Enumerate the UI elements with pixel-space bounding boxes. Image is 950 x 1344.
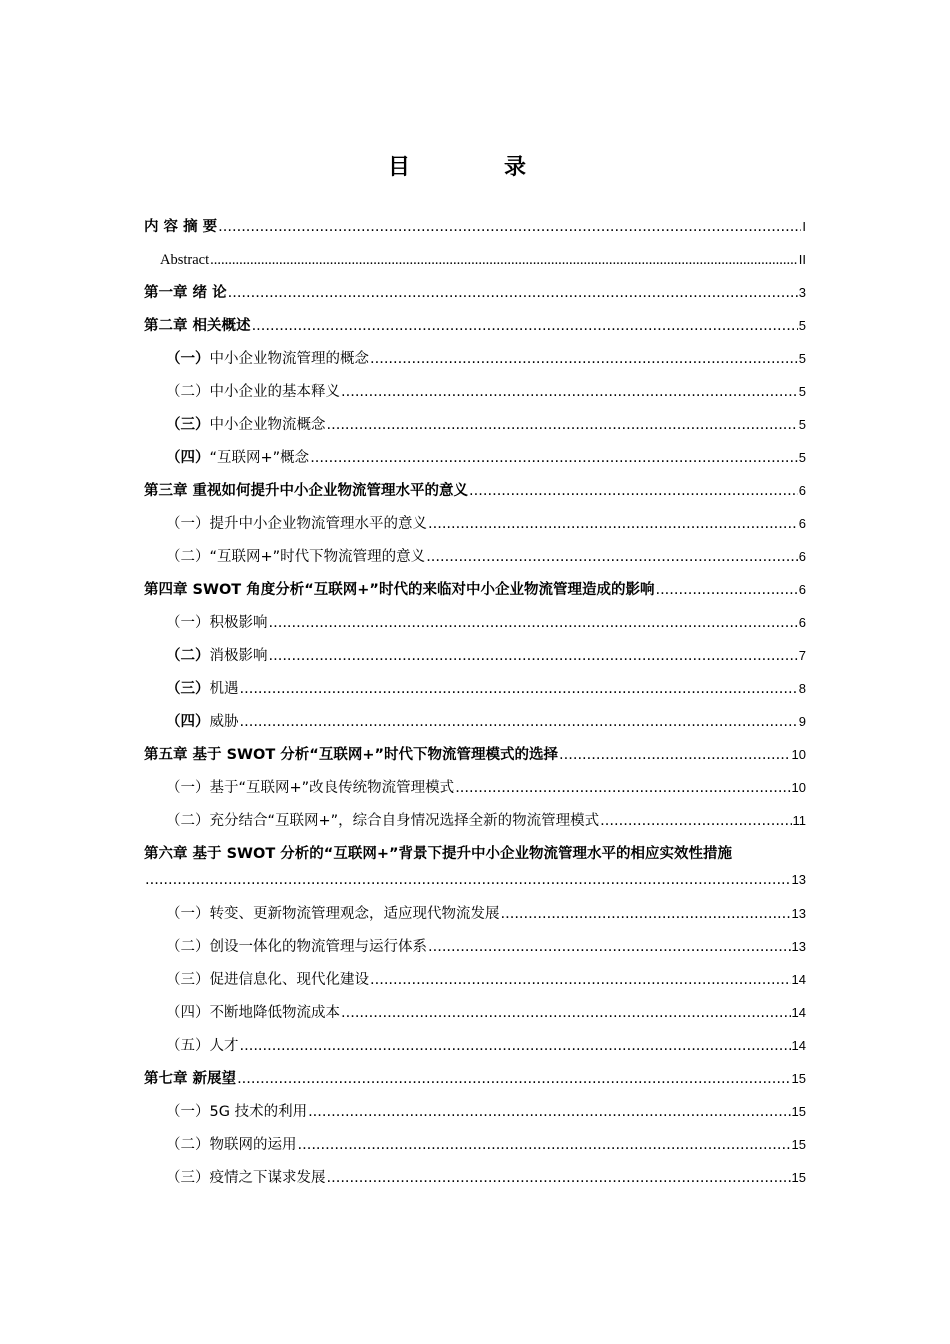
toc-leader-dots [327,409,798,442]
toc-entry-section[interactable] [144,1095,806,1128]
toc-entry-text: 疫情之下谋求发展 [209,1170,326,1186]
toc-entry-text: 基于“互联网+”改良传统物流管理模式 [209,780,455,796]
toc-entry-section[interactable] [144,963,806,996]
toc-leader-dots [428,508,798,541]
toc-leader-dots [240,673,798,706]
toc-entry-text: “互联网+”概念 [209,450,310,466]
toc-entry-section[interactable] [144,1128,806,1161]
toc-entry-text: 充分结合“互联网+”，综合自身情况选择全新的物流管理模式 [209,813,600,829]
toc-leader-dots [370,343,798,376]
toc-leader-dots [240,706,798,739]
toc-entry-text: 中小企业物流管理的概念 [209,351,369,367]
toc-page-number: 13 [791,872,806,887]
toc-leader-dots [308,1096,790,1129]
toc-entry-text: 人才 [209,1038,239,1054]
toc-entry-text: 创设一体化的物流管理与运行体系 [209,939,427,955]
toc-leader-dots [298,1129,791,1162]
toc-entry-text: 积极影响 [209,615,268,631]
toc-section-number: （一） [166,1104,210,1120]
table-of-contents [144,210,806,1194]
toc-section-number: （一） [166,906,210,922]
toc-leader-dots [501,898,791,931]
toc-page-number: 15 [791,1170,806,1185]
toc-section-number: （一） [166,351,210,367]
toc-section-number: （一） [166,615,210,631]
toc-page-number: 5 [798,351,806,366]
toc-page-number: 5 [798,384,806,399]
toc-section-number: （一） [166,780,210,796]
toc-page-number: 7 [798,648,806,663]
toc-entry-section[interactable] [144,375,806,408]
toc-section-number: （四） [166,1005,210,1021]
toc-entry-section[interactable] [144,804,806,837]
toc-page-number: I [802,219,806,234]
toc-leader-dots [145,867,791,893]
toc-page-number: 6 [798,549,806,564]
toc-leader-dots [310,442,798,475]
toc-entry-section[interactable] [144,705,806,738]
toc-leader-dots [655,574,797,607]
toc-section-number: （五） [166,1038,210,1054]
toc-entry-text: 第七章 新展望 [144,1071,237,1087]
toc-leader-dots [341,376,798,409]
toc-entry-text: Abstract [160,252,210,268]
toc-entry-section[interactable] [144,996,806,1029]
toc-page-number: 15 [791,1104,806,1119]
toc-entry-text: 第五章 基于 SWOT 分析“互联网+”时代下物流管理模式的选择 [144,747,559,763]
toc-leader-dots [327,1162,791,1195]
toc-leader-dots [252,310,798,343]
toc-entry-text: 物联网的运用 [209,1137,297,1153]
toc-section-number: （三） [166,1170,210,1186]
toc-section-number: （三） [166,972,210,988]
toc-leader-dots [370,964,791,997]
toc-entry-chapter-6[interactable] [144,841,806,867]
toc-entry-text: 5G 技术的利用 [209,1104,308,1120]
toc-entry-text: 中小企业的基本释义 [209,384,340,400]
toc-entry-section[interactable] [144,672,806,705]
toc-entry-section[interactable] [144,507,806,540]
toc-entry-chapter-3[interactable] [144,474,806,507]
toc-page-number: 13 [791,939,806,954]
toc-title: 目 录 [387,155,562,180]
toc-entry-text: “互联网+”时代下物流管理的意义 [209,549,426,565]
toc-entry-section[interactable] [144,441,806,474]
toc-entry-section[interactable] [144,342,806,375]
toc-page-number: 6 [798,582,806,597]
toc-entry-text: 消极影响 [209,648,268,664]
toc-leader-dots [228,277,798,310]
toc-entry-section[interactable] [144,897,806,930]
toc-section-number: （二） [166,549,210,565]
toc-entry-section[interactable] [144,606,806,639]
toc-entry-text: 促进信息化、现代化建设 [209,972,369,988]
toc-leader-dots [269,640,798,673]
toc-entry-section[interactable] [144,930,806,963]
toc-section-number: （二） [166,939,210,955]
toc-entry-text: 转变、更新物流管理观念，适应现代物流发展 [209,906,500,922]
toc-page-number: 15 [791,1071,806,1086]
toc-leader-dots [455,772,790,805]
toc-section-number: （二） [166,648,210,664]
toc-entry-chapter-2[interactable] [144,309,806,342]
toc-entry-section[interactable] [144,1161,806,1194]
toc-entry-text: 威胁 [209,714,239,730]
toc-leader-dots [269,607,798,640]
toc-entry-section[interactable] [144,408,806,441]
toc-page-number: 10 [791,780,806,795]
toc-page-number: II [798,252,806,267]
toc-section-number: （一） [166,516,210,532]
toc-leader-dots [469,475,798,508]
toc-entry-text: 内 容 摘 要 [144,219,218,235]
toc-page-number: 14 [791,1005,806,1020]
toc-leader-dots [428,931,791,964]
toc-section-number: （二） [166,1137,210,1153]
toc-entry-text: 中小企业物流概念 [209,417,326,433]
toc-page-number: 14 [791,1038,806,1053]
toc-page-number: 6 [798,483,806,498]
toc-section-number: （四） [166,450,210,466]
toc-page-number: 6 [798,516,806,531]
toc-entry-text: 提升中小企业物流管理水平的意义 [209,516,427,532]
toc-page-number: 3 [798,285,806,300]
toc-section-number: （三） [166,681,210,697]
toc-leader-dots [237,1063,790,1096]
toc-entry-chapter-1[interactable] [144,276,806,309]
toc-entry-text: 第四章 SWOT 角度分析“互联网+”时代的来临对中小企业物流管理造成的影响 [144,582,655,598]
toc-entry-text: 第六章 基于 SWOT 分析的“互联网+”背景下提升中小企业物流管理水平的相应实效性措施 [144,846,733,862]
toc-page-number: 15 [791,1137,806,1152]
toc-page-number: 14 [791,972,806,987]
toc-section-number: （四） [166,714,210,730]
toc-page-number: 10 [791,747,806,762]
toc-entry-section[interactable] [144,639,806,672]
toc-entry-text: 机遇 [209,681,239,697]
toc-page-number: 5 [798,417,806,432]
toc-entry-chapter-6-continuation[interactable] [144,867,806,893]
toc-entry-section[interactable] [144,1029,806,1062]
toc-section-number: （二） [166,384,210,400]
toc-entry-chapter-7[interactable] [144,1062,806,1095]
toc-leader-dots [426,541,798,574]
toc-entry-section[interactable] [144,540,806,573]
toc-leader-dots [341,997,791,1030]
toc-entry-text: 不断地降低物流成本 [209,1005,340,1021]
toc-entry-text: 第二章 相关概述 [144,318,251,334]
toc-leader-dots [210,244,798,277]
toc-section-number: （二） [166,813,210,829]
toc-page-number: 6 [798,615,806,630]
toc-page-number: 11 [792,813,806,828]
toc-entry-summary[interactable] [144,210,806,243]
toc-page-number: 9 [798,714,806,729]
toc-leader-dots [240,1030,791,1063]
toc-entry-section[interactable] [144,771,806,804]
toc-entry-text: 第三章 重视如何提升中小企业物流管理水平的意义 [144,483,469,499]
toc-leader-dots [559,739,791,772]
toc-section-number: （三） [166,417,210,433]
toc-entry-chapter-4[interactable] [144,573,806,606]
toc-page-number: 8 [798,681,806,696]
toc-leader-dots [218,211,801,244]
toc-leader-dots [600,805,791,838]
toc-entry-abstract[interactable] [144,243,806,276]
toc-page-number: 5 [798,450,806,465]
toc-page-number: 5 [798,318,806,333]
toc-page-number: 13 [791,906,806,921]
toc-entry-chapter-5[interactable] [144,738,806,771]
toc-entry-text: 第一章 绪 论 [144,285,227,301]
